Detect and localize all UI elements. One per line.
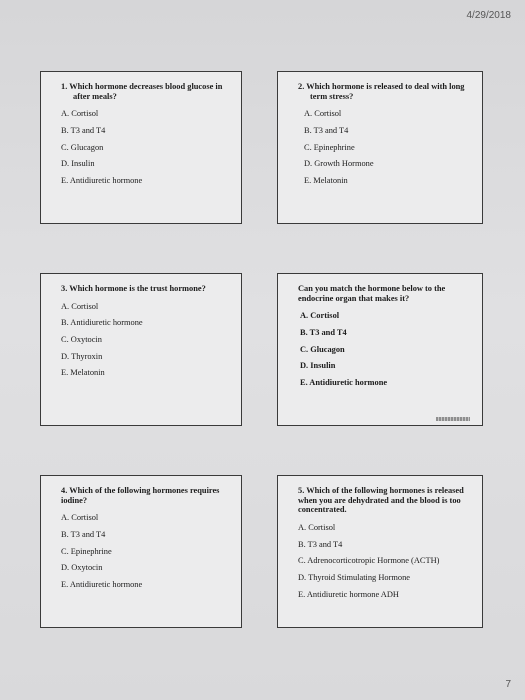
answer-options [298, 523, 472, 599]
option-a: A. Cortisol [61, 301, 99, 311]
question-text: Can you match the hormone below to the endocrine organ that makes it? [298, 284, 446, 303]
option-b: B. T3 and T4 [61, 529, 106, 539]
publisher-logo [436, 417, 470, 421]
option-d: D. Insulin [61, 159, 95, 169]
option-e: E. Melatonin [61, 368, 105, 378]
option-d: D. Insulin [300, 361, 336, 371]
option-b: B. T3 and T4 [298, 539, 343, 549]
option-d: D. Growth Hormone [304, 159, 374, 169]
option-e: E. Antidiuretic hormone [300, 377, 388, 387]
option-c: C. Epinephrine [304, 142, 355, 152]
option-a: A. Cortisol [300, 311, 340, 321]
option-a: A. Cortisol [304, 109, 342, 119]
answer-options [61, 513, 231, 589]
slide-question-2 [277, 71, 483, 224]
option-c: C. Oxytocin [61, 334, 102, 344]
option-d: D. Thyroid Stimulating Hormone [298, 572, 410, 582]
question-text: 5. Which of the following hormones is released when you are dehydrated and the blood is too concentrated. [298, 486, 464, 515]
option-a: A. Cortisol [61, 109, 99, 119]
option-e: E. Antidiuretic hormone [61, 579, 143, 589]
question-text: 4. Which of the following hormones requires iodine? [61, 486, 220, 505]
answer-options [61, 109, 231, 185]
option-c: C. Epinephrine [61, 546, 112, 556]
option-c: C. Adrenocorticotropic Hormone (ACTH) [298, 556, 440, 566]
option-c: C. Glucagon [300, 344, 345, 354]
option-e: E. Antidiuretic hormone [61, 175, 143, 185]
answer-options [298, 311, 472, 387]
option-b: B. T3 and T4 [61, 125, 106, 135]
print-date: 4/29/2018 [466, 10, 511, 21]
slide-question-1 [40, 71, 242, 224]
answer-options [61, 302, 231, 378]
page-number: 7 [505, 679, 511, 690]
slide-question-3 [40, 273, 242, 426]
option-b: B. T3 and T4 [304, 125, 349, 135]
question-text: 3. Which hormone is the trust hormone? [61, 284, 206, 293]
option-c: C. Glucagon [61, 142, 104, 152]
answer-options [298, 109, 472, 185]
option-d: D. Thyroxin [61, 351, 103, 361]
slide-question-4 [40, 475, 242, 628]
slide-matching [277, 273, 483, 426]
option-a: A. Cortisol [61, 513, 99, 523]
slide-question-5 [277, 475, 483, 628]
option-e: E. Melatonin [304, 175, 348, 185]
option-b: B. Antidiuretic hormone [61, 318, 143, 328]
option-b: B. T3 and T4 [300, 327, 347, 337]
option-e: E. Antidiuretic hormone ADH [298, 589, 399, 599]
question-text: 2. Which hormone is released to deal with long term stress? [298, 82, 465, 101]
option-a: A. Cortisol [298, 522, 336, 532]
question-text: 1. Which hormone decreases blood glucose in after meals? [61, 82, 223, 101]
option-d: D. Oxytocin [61, 563, 103, 573]
